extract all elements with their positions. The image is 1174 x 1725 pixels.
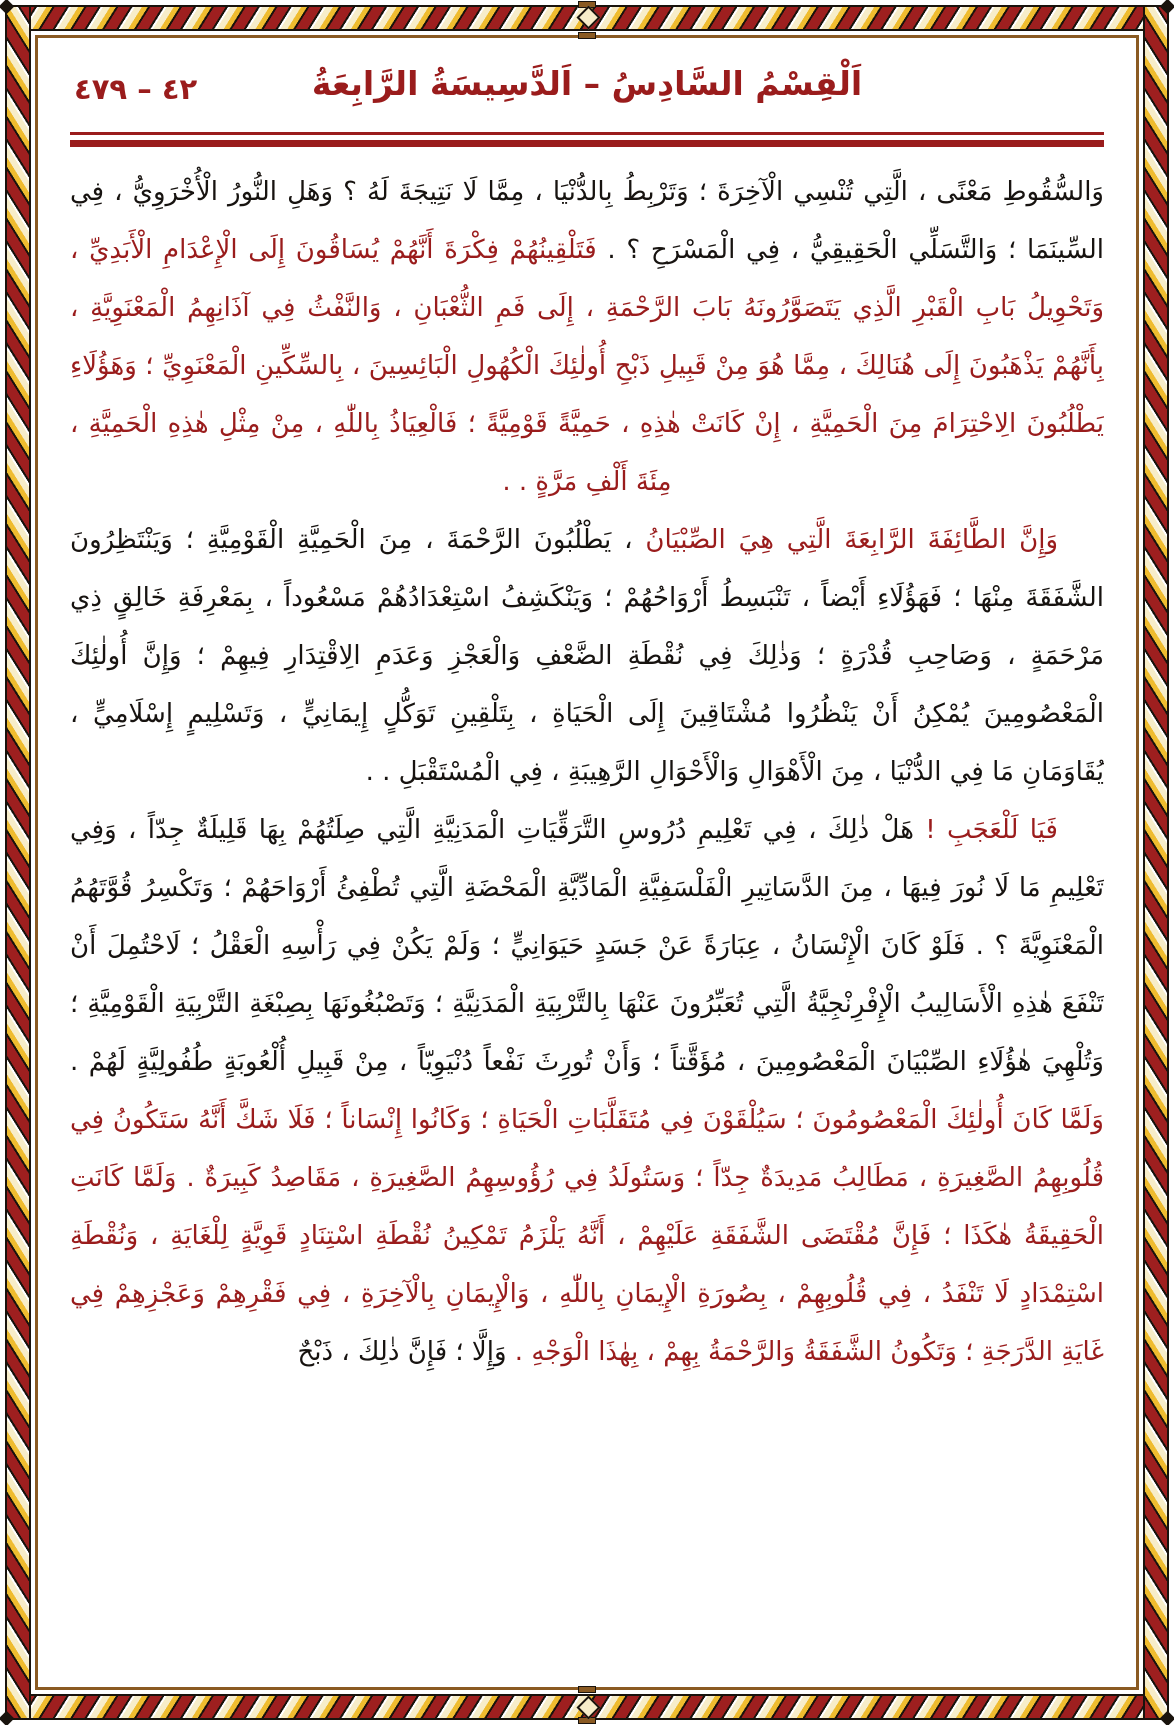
- page-title: اَلْقِسْمُ السَّادِسُ – اَلدَّسِيسَةُ الرَّابِعَةُ: [311, 64, 863, 103]
- page-number: ٤٢ – ٤٧٩: [74, 72, 198, 106]
- text-segment-black: هَلْ ذٰلِكَ ، فِي تَعْلِيمِ دُرُوسِ التَّرَقِّيَاتِ الْمَدَنِيَّةِ الَّتِي صِلَتُهُمْ بِهَا قَلِيلَةٌ جِدّاً ، وَفِي تَعْلِيمِ مَا لَا نُورَ فِيهَا ، مِنَ الدَّسَاتِيرِ الْفَلْسَفِيَّةِ الْمَادِّيَّةِ الْمَحْضَةِ الَّتِي تُطْفِئُ أَرْوَاحَهُمْ ؛ وَتَكْسِرُ قُوَّتَهُمُ الْمَعْنَوِيَّةَ ؟ . فَلَوْ كَانَ الْإِنْسَانُ ، عِبَارَةً عَنْ جَسَدٍ حَيَوَانِيٍّ ؛ وَلَمْ يَكُنْ فِي رَأْسِهِ الْعَقْلُ ؛ لَاحْتُمِلَ أَنْ تَنْفَعَ هٰذِهِ الْأَسَالِيبُ الْإِفْرِنْجِيَّةُ الَّتِي تُعَبِّرُونَ عَنْهَا بِالتَّرْبِيَةِ الْمَدَنِيَّةِ ؛ وَتَصْبُغُونَهَا بِصِبْغَةِ التَّرْبِيَةِ الْقَوْمِيَّةِ ؛ وَتُلْهِيَ هٰؤُلَاءِ الصِّبْيَانَ الْمَعْصُومِينَ ، مُؤَقَّتاً ؛ وَأَنْ تُورِثَ نَفْعاً دُنْيَوِيّاً ، مِنْ قَبِيلِ أُلْعُوبَةٍ طُفُولِيَّةٍ لَهُمْ .: [70, 815, 1104, 1077]
- body-text: [70, 163, 1104, 1381]
- text-segment-black: وَالسُّقُوطِ مَعْنًى ، الَّتِي تُنْسِي الْآخِرَةَ ؛ وَتَرْبِطُ بِالدُّنْيَا ، مِمَّا لَا نَتِيجَةَ لَهُ ؟ وَهَلِ النُّورُ الْأُخْرَوِيُّ ، فِي السِّينَمَا ؛ وَالتَّسَلِّي الْحَقِيقِيُّ ، فِي الْمَسْرَحِ ؟ .: [70, 177, 1104, 265]
- paragraph: [70, 163, 1104, 511]
- text-segment-red: وَإِنَّ الطَّائِفَةَ الرَّابِعَةَ الَّتِي هِيَ الصِّبْيَانُ: [645, 525, 1059, 555]
- text-segment-black: وَإِلَّا ؛ فَإِنَّ ذٰلِكَ ، ذَبْحٌ: [297, 1337, 507, 1367]
- page-content: [70, 44, 1104, 1679]
- border-center-tab: [578, 32, 596, 39]
- paragraph: [70, 511, 1104, 801]
- ornamental-border-left: [5, 5, 31, 1720]
- paragraph: [70, 801, 1104, 1381]
- ornamental-border-right: [1143, 5, 1169, 1720]
- text-segment-red: وَلَمَّا كَانَ أُولٰئِكَ الْمَعْصُومُونَ ؛ سَيُلْقَوْنَ فِي مُتَقَلَّبَاتِ الْحَيَاةِ ؛ وَكَانُوا إِنْسَاناً ؛ فَلَا شَكَّ أَنَّهُ سَتَكُونُ فِي قُلُوبِهِمُ الصَّغِيرَةِ ، مَطَالِبُ مَدِيدَةٌ جِدّاً ؛ وَسَتُولَدُ فِي رُؤُوسِهِمُ الصَّغِيرَةِ ، مَقَاصِدُ كَبِيرَةٌ . وَلَمَّا كَانَتِ الْحَقِيقَةُ هٰكَذَا ؛ فَإِنَّ مُقْتَضَى الشَّفَقَةِ عَلَيْهِمْ ، أَنَّهُ يَلْزَمُ تَمْكِينُ نُقْطَةِ اسْتِنَادٍ قَوِيَّةٍ لِلْغَايَةِ ، وَنُقْطَةِ اسْتِمْدَادٍ لَا تَنْفَدُ ، فِي قُلُوبِهِمْ ، بِصُورَةِ الْإِيمَانِ بِاللّٰهِ ، وَالْإِيمَانِ بِالْآخِرَةِ ، فِي فَقْرِهِمْ وَعَجْزِهِمْ فِي غَايَةِ الدَّرَجَةِ ؛ وَتَكُونُ الشَّفَقَةُ وَالرَّحْمَةُ بِهِمْ ، بِهٰذَا الْوَجْهِ .: [70, 1105, 1104, 1367]
- border-center-tab: [578, 1686, 596, 1693]
- text-segment-red: فَيَا لَلْعَجَبِ !: [925, 815, 1058, 845]
- text-segment-red: فَتَلْقِينُهُمْ فِكْرَةَ أَنَّهُمْ يُسَاقُونَ إِلَى الْإِعْدَامِ الْأَبَدِيِّ ، وَتَحْوِيلُ بَابِ الْقَبْرِ الَّذِي يَتَصَوَّرُونَهُ بَابَ الرَّحْمَةِ ، إِلَى فَمِ الثُّعْبَانِ ، وَالنَّفْثُ فِي آذَانِهِمُ الْمَعْنَوِيَّةِ ، بِأَنَّهُمْ يَذْهَبُونَ إِلَى هُنَالِكَ ، مِمَّا هُوَ مِنْ قَبِيلِ ذَبْحِ أُولٰئِكَ الْكُهُولِ الْبَائِسِينَ ، بِالسِّكِّينِ الْمَعْنَوِيِّ ؛ وَهَؤُلَاءِ يَطْلُبُونَ الِاحْتِرَامَ مِنَ الْحَمِيَّةِ ، إِنْ كَانَتْ هٰذِهِ ، حَمِيَّةً قَوْمِيَّةً ؛ فَالْعِيَاذُ بِاللّٰهِ ، مِنْ مِثْلِ هٰذِهِ الْحَمِيَّةِ ، مِئَةَ أَلْفِ مَرَّةٍ . .: [70, 235, 1104, 497]
- text-segment-black: ، يَطْلُبُونَ الرَّحْمَةَ ، مِنَ الْحَمِيَّةِ الْقَوْمِيَّةِ ؛ وَيَنْتَظِرُونَ الشَّفَقَةَ مِنْهَا ؛ فَهَؤُلَاءِ أَيْضاً ، تَنْبَسِطُ أَرْوَاحُهُمْ ؛ وَيَنْكَشِفُ اسْتِعْدَادُهُمْ مَسْعُوداً ، بِمَعْرِفَةِ خَالِقٍ ذِي مَرْحَمَةٍ ، وَصَاحِبِ قُدْرَةٍ ؛ وَذٰلِكَ فِي نُقْطَةِ الضَّعْفِ وَالْعَجْزِ وَعَدَمِ الِاقْتِدَارِ فِيهِمْ ؛ وَإِنَّ أُولٰئِكَ الْمَعْصُومِينَ يُمْكِنُ أَنْ يَنْظُرُوا مُشْتَاقِينَ إِلَى الْحَيَاةِ ، بِتَلْقِينِ تَوَكُّلٍ إِيمَانِيٍّ ، وَتَسْلِيمٍ إِسْلَامِيٍّ ، يُقَاوَمَانِ مَا فِي الدُّنْيَا ، مِنَ الْأَهْوَالِ وَالْأَحْوَالِ الرَّهِيبَةِ ، فِي الْمُسْتَقْبَلِ . .: [70, 525, 1104, 787]
- page-header: [70, 44, 1104, 132]
- header-rule-thick: [70, 140, 1104, 147]
